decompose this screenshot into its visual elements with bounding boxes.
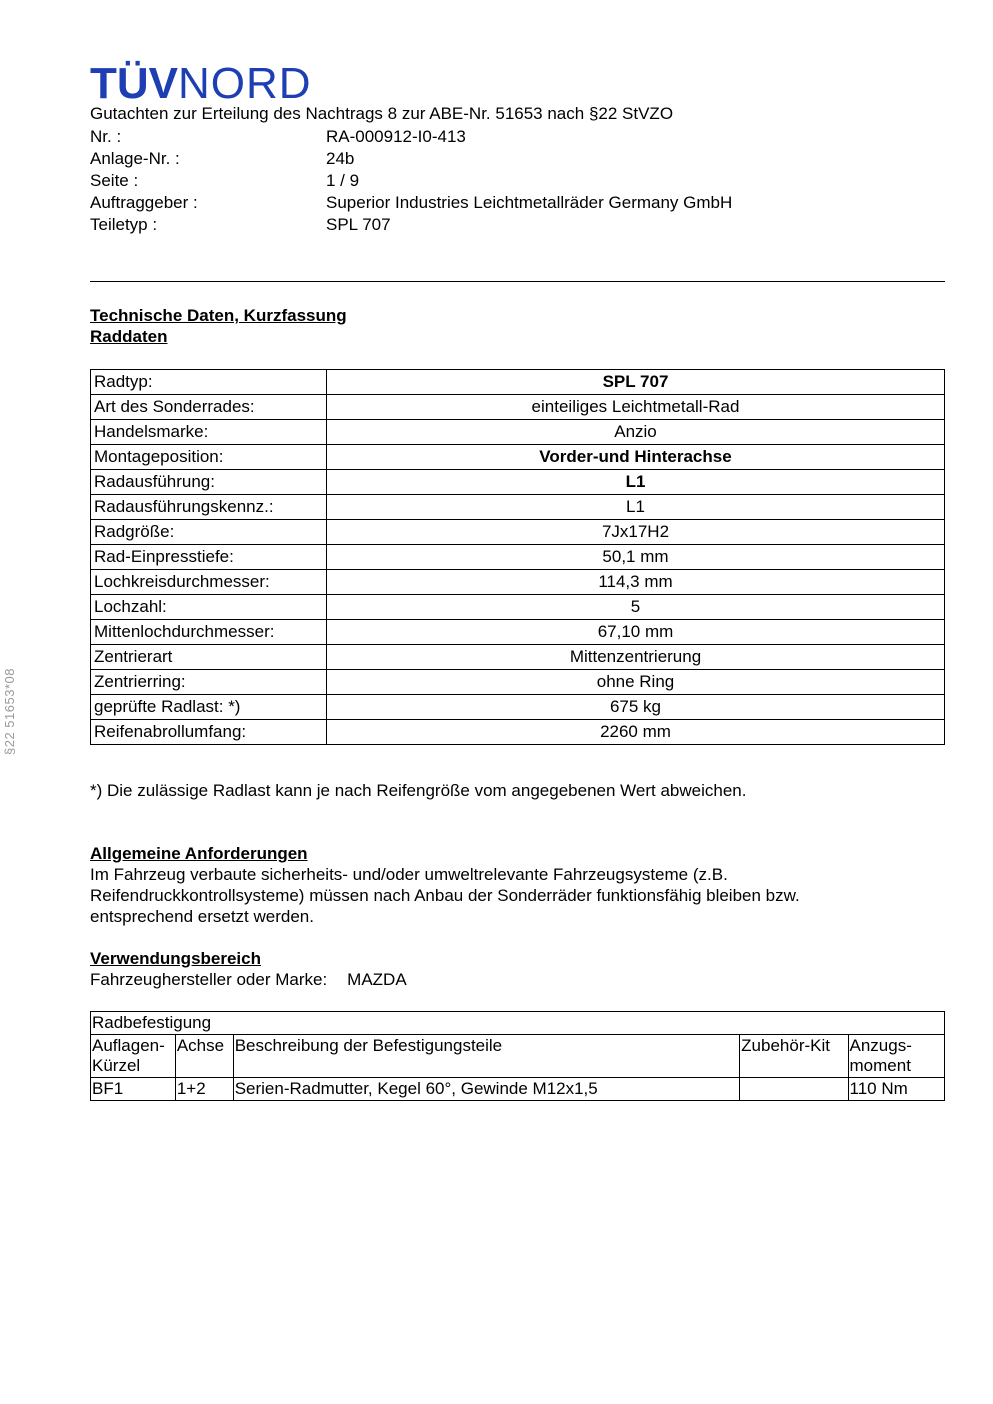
spec-value: Vorder-und Hinterachse <box>327 445 945 470</box>
meta-row <box>90 170 750 192</box>
spec-key: Radausführungskennz.: <box>91 495 327 520</box>
radbefestigung-table <box>90 1011 945 1101</box>
spec-value: ohne Ring <box>327 670 945 695</box>
spec-value: 50,1 mm <box>327 545 945 570</box>
meta-key: Anlage-Nr. : <box>90 149 180 168</box>
spec-value: 114,3 mm <box>327 570 945 595</box>
spec-key: Handelsmarke: <box>91 420 327 445</box>
spec-key: Zentrierart <box>91 645 327 670</box>
spec-row <box>91 570 945 595</box>
meta-value: Superior Industries Leichtmetallräder Germany GmbH <box>326 193 733 212</box>
spec-key: Radtyp: <box>91 370 327 395</box>
wheel-data-table <box>90 369 945 745</box>
spec-key: Zentrierring: <box>91 670 327 695</box>
spec-key: Art des Sonderrades: <box>91 395 327 420</box>
meta-row <box>90 148 750 170</box>
meta-key: Nr. : <box>90 127 122 146</box>
spec-row <box>91 720 945 745</box>
spec-key: Lochkreisdurchmesser: <box>91 570 327 595</box>
manufacturer-row <box>90 969 407 990</box>
spec-key: Radausführung: <box>91 470 327 495</box>
spec-value: 675 kg <box>327 695 945 720</box>
side-reference-label: §22 51653*08 <box>2 668 17 755</box>
spec-key: Radgröße: <box>91 520 327 545</box>
rad-title-row <box>91 1012 945 1035</box>
rad-header-row <box>91 1035 945 1078</box>
section-tech-heading: Technische Daten, Kurzfassung <box>90 306 347 325</box>
footnote: *) Die zulässige Radlast kann je nach Reifengröße vom angegebenen Wert abweichen. <box>90 781 747 800</box>
manufacturer-label: Fahrzeughersteller oder Marke: <box>90 970 328 989</box>
meta-row <box>90 192 750 214</box>
spec-key: Mittenlochdurchmesser: <box>91 620 327 645</box>
allg-text: Im Fahrzeug verbaute sicherheits- und/oder umweltrelevante Fahrzeugsysteme (z.B. Reifendruckkontrollsysteme) müssen nach Anbau der Sonderräder funktionsfähig bleiben bzw. entsprechend ersetzt werden. <box>90 865 800 926</box>
meta-value: 1 / 9 <box>326 171 360 190</box>
tuv-nord-logo <box>90 59 312 108</box>
document-meta <box>90 126 750 236</box>
logo-tuv: TÜV <box>90 59 178 108</box>
meta-row <box>90 126 750 148</box>
spec-value: L1 <box>327 495 945 520</box>
spec-value: L1 <box>327 470 945 495</box>
document-title: Gutachten zur Erteilung des Nachtrags 8 zur ABE-Nr. 51653 nach §22 StVZO <box>90 104 674 123</box>
spec-row <box>91 670 945 695</box>
meta-key: Teiletyp : <box>90 215 158 234</box>
rad-header-cell: Zubehör-Kit <box>740 1035 848 1078</box>
manufacturer-value: MAZDA <box>347 970 407 989</box>
rad-header-cell: Auflagen-Kürzel <box>91 1035 176 1078</box>
spec-value: SPL 707 <box>327 370 945 395</box>
spec-value: 7Jx17H2 <box>327 520 945 545</box>
spec-value: Anzio <box>327 420 945 445</box>
spec-row <box>91 520 945 545</box>
logo-nord: NORD <box>178 59 312 108</box>
spec-row <box>91 595 945 620</box>
spec-row <box>91 620 945 645</box>
rad-cell: BF1 <box>91 1078 176 1101</box>
spec-key: Lochzahl: <box>91 595 327 620</box>
spec-value: Mittenzentrierung <box>327 645 945 670</box>
section-verw-heading: Verwendungsbereich <box>90 949 261 968</box>
meta-row <box>90 214 750 236</box>
spec-row <box>91 370 945 395</box>
rad-header-cell: Achse <box>175 1035 233 1078</box>
spec-row <box>91 445 945 470</box>
section-allg-heading: Allgemeine Anforderungen <box>90 844 308 863</box>
rad-row <box>91 1078 945 1101</box>
spec-row <box>91 645 945 670</box>
spec-row <box>91 495 945 520</box>
rad-cell: Serien-Radmutter, Kegel 60°, Gewinde M12x1,5 <box>233 1078 739 1101</box>
meta-key: Auftraggeber : <box>90 193 198 212</box>
rad-cell: 110 Nm <box>848 1078 944 1101</box>
rad-cell <box>740 1078 848 1101</box>
spec-key: geprüfte Radlast: *) <box>91 695 327 720</box>
meta-key: Seite : <box>90 171 139 190</box>
spec-key: Rad-Einpresstiefe: <box>91 545 327 570</box>
spec-row <box>91 545 945 570</box>
spec-row <box>91 420 945 445</box>
spec-row <box>91 470 945 495</box>
header-divider <box>90 281 945 282</box>
rad-header-cell: Beschreibung der Befestigungsteile <box>233 1035 739 1078</box>
spec-row <box>91 695 945 720</box>
rad-header-cell: Anzugs-moment <box>848 1035 944 1078</box>
spec-key: Reifenabrollumfang: <box>91 720 327 745</box>
meta-value: SPL 707 <box>326 215 391 234</box>
meta-value: RA-000912-I0-413 <box>326 127 466 146</box>
spec-row <box>91 395 945 420</box>
spec-value: 5 <box>327 595 945 620</box>
section-raddaten-heading: Raddaten <box>90 327 168 346</box>
spec-value: 67,10 mm <box>327 620 945 645</box>
rad-title: Radbefestigung <box>91 1012 945 1035</box>
spec-key: Montageposition: <box>91 445 327 470</box>
meta-value: 24b <box>326 149 355 168</box>
spec-value: einteiliges Leichtmetall-Rad <box>327 395 945 420</box>
rad-cell: 1+2 <box>175 1078 233 1101</box>
spec-value: 2260 mm <box>327 720 945 745</box>
